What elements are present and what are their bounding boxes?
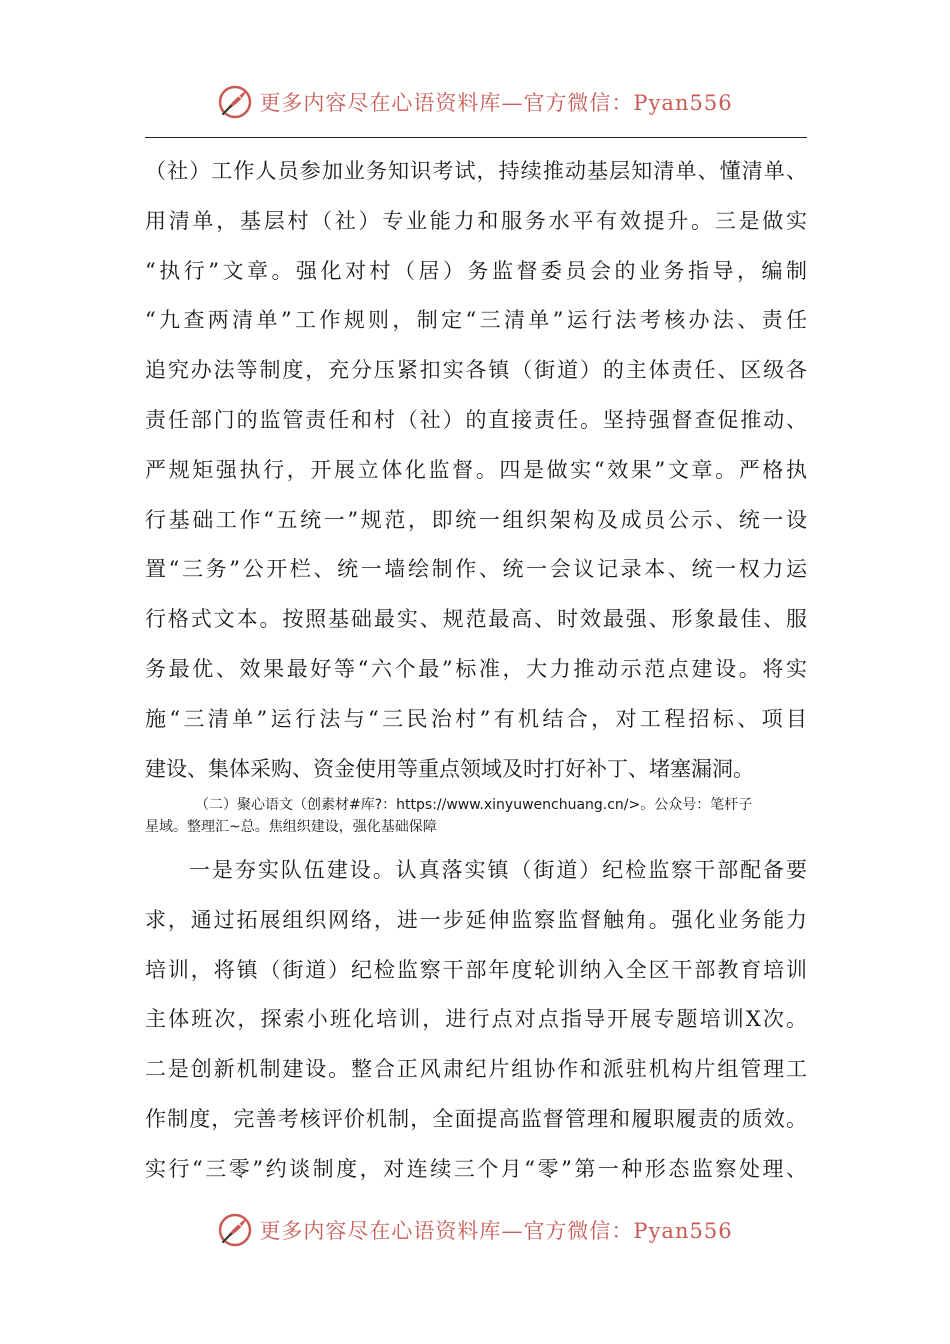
text-line: 追究办法等制度，充分压紧扣实各镇（街道）的主体责任、区级各	[145, 358, 807, 383]
section-heading-line-1: （二）聚心语文（创素材#库?：https://www.xinyuwenchuang.cn/>。公众号：笔杆子	[195, 797, 753, 813]
text-line: 实行“三零”约谈制度，对连续三个月“零”第一种形态监察处理、	[145, 1156, 807, 1181]
header-divider	[145, 137, 807, 138]
text-line: 置“三务”公开栏、统一墙绘制作、统一会议记录本、统一权力运	[145, 557, 807, 582]
quill-logo-icon	[217, 84, 253, 120]
text-line: 培训，将镇（街道）纪检监察干部年度轮训纳入全区干部教育培训	[145, 957, 807, 982]
text-line: 严规矩强执行，开展立体化监督。四是做实“效果”文章。严格执	[145, 457, 807, 482]
text-line: 责任部门的监管责任和村（社）的直接责任。坚持强督查促推动、	[145, 407, 807, 432]
text-line: 二是创新机制建设。整合正风肃纪片组协作和派驻机构片组管理工	[145, 1057, 807, 1082]
text-line: 行格式文本。按照基础最实、规范最高、时效最强、形象最佳、服	[145, 607, 807, 632]
section-heading	[145, 794, 813, 838]
text-line: “执行”文章。强化对村（居）务监督委员会的业务指导，编制	[145, 258, 807, 283]
text-line: 务最优、效果最好等“六个最”标准，大力推动示范点建设。将实	[145, 656, 807, 681]
header-banner	[0, 82, 950, 122]
text-line: 施“三清单”运行法与“三民治村”有机结合，对工程招标、项目	[145, 706, 807, 731]
paragraph-1	[145, 147, 807, 794]
footer-banner-text: 更多内容尽在心语资料库—官方微信：Pyan556	[259, 1219, 733, 1243]
footer-banner	[0, 1210, 950, 1250]
text-line: “九查两清单”工作规则，制定“三清单”运行法考核办法、责任	[145, 308, 807, 333]
header-banner-text: 更多内容尽在心语资料库—官方微信：Pyan556	[259, 91, 733, 115]
quill-logo-icon	[217, 1212, 253, 1248]
text-line: 用清单，基层村（社）专业能力和服务水平有效提升。三是做实	[145, 208, 807, 233]
text-line: 作制度，完善考核评价机制，全面提高监督管理和履职履责的质效。	[145, 1106, 807, 1131]
text-line: （社）工作人员参加业务知识考试，持续推动基层知清单、懂清单、	[145, 159, 807, 183]
text-line: 行基础工作“五统一”规范，即统一组织架构及成员公示、统一设	[145, 507, 807, 532]
paragraph-2	[145, 846, 807, 1195]
text-line: 主体班次，探索小班化培训，进行点对点指导开展专题培训X次。	[145, 1007, 807, 1032]
text-line: 建设、集体采购、资金使用等重点领域及时打好补丁、堵塞漏洞。	[145, 756, 754, 781]
text-line: 一是夯实队伍建设。认真落实镇（街道）纪检监察干部配备要	[189, 858, 807, 882]
section-heading-line-2: 星域。整理汇~总。焦组织建设，强化基础保障	[145, 819, 437, 835]
text-line: 求，通过拓展组织网络，进一步延伸监察监督触角。强化业务能力	[145, 907, 807, 932]
